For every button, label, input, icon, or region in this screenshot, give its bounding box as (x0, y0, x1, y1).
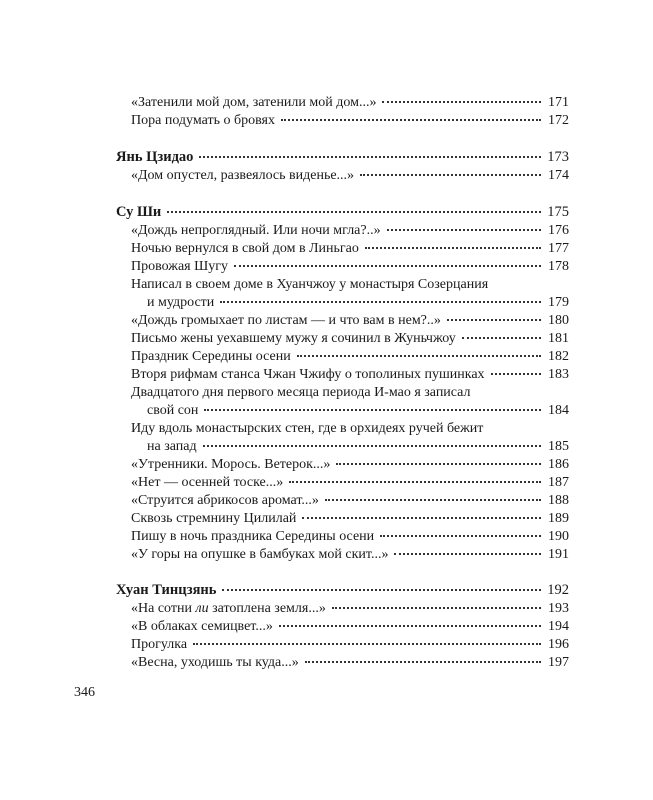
toc-author-name: Янь Цзидао (116, 149, 194, 165)
toc-entry-title: «Затенили мой дом, затенили мой дом...» (131, 95, 377, 110)
toc-entry (131, 94, 569, 111)
dot-leader (305, 661, 541, 663)
dot-leader (289, 481, 541, 483)
toc-entry-page: 180 (548, 313, 569, 328)
toc-entry-title: «Дождь громыхает по листам — и что вам в нем?..» (131, 313, 441, 328)
toc-entry-page: 188 (548, 493, 569, 508)
dot-leader (193, 643, 541, 645)
toc-entry-page: 196 (548, 637, 569, 652)
toc-entry (147, 402, 569, 419)
toc-entry (131, 636, 569, 653)
toc-entry-page: 183 (548, 367, 569, 382)
toc-entry-title: Провожая Шугу (131, 259, 228, 274)
toc-entry (131, 167, 569, 184)
toc-entry-title: Письмо жены уехавшему мужу я сочинил в Жуньчжоу (131, 331, 456, 346)
toc-entry-page: 181 (548, 331, 569, 346)
toc-entry (131, 654, 569, 671)
toc-entry-title: и мудрости (147, 295, 215, 310)
toc-author-page: 175 (547, 204, 569, 220)
toc-author-name: Хуан Тинцзянь (116, 582, 217, 598)
toc-entry (131, 330, 569, 347)
toc-entry-title: Прогулка (131, 637, 188, 652)
dot-leader (279, 625, 541, 627)
dot-leader (199, 156, 541, 158)
dot-leader (382, 101, 541, 103)
toc-entry-title: Пора подумать о бровях (131, 113, 275, 128)
dot-leader (462, 337, 541, 339)
toc-entry-title: «Струится абрикосов аромат...» (131, 493, 319, 508)
toc-entry-title: «Дождь непроглядный. Или ночи мгла?..» (131, 223, 381, 238)
dot-leader (325, 499, 541, 501)
dot-leader (447, 319, 541, 321)
toc-entry (131, 546, 569, 563)
title-italic-part: ли (195, 601, 209, 616)
toc-entry-title: «У горы на опушке в бамбуках мой скит...» (131, 547, 389, 562)
dot-leader (297, 355, 541, 357)
toc-entry-title: Пишу в ночь праздника Середины осени (131, 529, 375, 544)
toc-entry-title: Сквозь стремнину Цилилай (131, 511, 297, 526)
dot-leader (394, 553, 541, 555)
toc-entry (131, 112, 569, 129)
title-part: затоплена земля...» (208, 601, 326, 616)
toc-entry (131, 240, 569, 257)
toc-author (116, 204, 569, 221)
dot-leader (203, 445, 541, 447)
toc-entry-page: 171 (548, 95, 569, 110)
toc-entry-page: 176 (548, 223, 569, 238)
dot-leader (380, 535, 541, 537)
toc-entry-title: Праздник Середины осени (131, 349, 291, 364)
toc-entry-title: свой сон (147, 403, 199, 418)
dot-leader (220, 301, 541, 303)
toc-entry-page: 172 (548, 113, 569, 128)
toc-entry-title: «Нет — осенней тоске...» (131, 475, 284, 490)
toc-entry-title: на запад (147, 439, 197, 454)
toc-entry (131, 222, 569, 239)
toc-author-page: 173 (547, 149, 569, 165)
toc-entry-line1: Написал в своем доме в Хуанчжоу у монастыря Созерцания (131, 277, 489, 292)
toc-entry-title: «В облаках семицвет...» (131, 619, 273, 634)
toc-entry-line1: Двадцатого дня первого месяца периода И-мао я записал (131, 385, 471, 400)
toc-entry-page: 197 (548, 655, 569, 670)
dot-leader (204, 409, 541, 411)
toc-author-name: Су Ши (116, 204, 162, 220)
toc-entry-line1: Иду вдоль монастырских стен, где в орхидеях ручей бежит (131, 421, 484, 436)
toc-entry (147, 438, 569, 455)
toc-entry-page: 189 (548, 511, 569, 526)
toc-entry (131, 312, 569, 329)
toc-entry-page: 191 (548, 547, 569, 562)
dot-leader (222, 589, 541, 591)
toc-entry-title: «Весна, уходишь ты куда...» (131, 655, 299, 670)
toc-entry-page: 190 (548, 529, 569, 544)
dot-leader (167, 211, 541, 213)
toc-entry-title: Ночью вернулся в свой дом в Линьгао (131, 241, 359, 256)
dot-leader (332, 607, 541, 609)
toc-entry-page: 184 (548, 403, 569, 418)
toc-entry (131, 492, 569, 509)
toc-entry-title: Вторя рифмам станса Чжан Чжифу о тополиных пушинках (131, 367, 485, 382)
toc-entry (131, 618, 569, 635)
toc-entry (131, 456, 569, 473)
dot-leader (491, 373, 541, 375)
toc-entry-title: «Дом опустел, развеялось виденье...» (131, 168, 355, 183)
toc-entry (131, 366, 569, 383)
toc-entry-page: 179 (548, 295, 569, 310)
dot-leader (336, 463, 541, 465)
dot-leader (234, 265, 541, 267)
title-part: «На сотни (131, 601, 196, 616)
toc-entry-page: 187 (548, 475, 569, 490)
toc-entry-page: 178 (548, 259, 569, 274)
toc-author (116, 149, 569, 166)
toc-entry-page: 174 (548, 168, 569, 183)
toc-entry (131, 510, 569, 527)
toc-entry-page: 182 (548, 349, 569, 364)
toc-entry-page: 185 (548, 439, 569, 454)
toc-author (116, 582, 569, 599)
dot-leader (281, 119, 541, 121)
toc-entry (131, 528, 569, 545)
toc-entry-title: «Утренники. Морось. Ветерок...» (131, 457, 331, 472)
toc-entry (131, 348, 569, 365)
page-number: 346 (74, 685, 95, 700)
dot-leader (360, 174, 541, 176)
toc-author-page: 192 (547, 582, 569, 598)
dot-leader (302, 517, 541, 519)
dot-leader (365, 247, 541, 249)
toc-entry-page: 194 (548, 619, 569, 634)
toc-entry (131, 600, 569, 617)
dot-leader (387, 229, 541, 231)
toc-entry (131, 474, 569, 491)
toc-entry-page: 193 (548, 601, 569, 616)
toc-entry-title (131, 600, 326, 617)
toc-entry-page: 177 (548, 241, 569, 256)
toc-entry (147, 294, 569, 311)
toc-entry-page: 186 (548, 457, 569, 472)
toc-entry (131, 258, 569, 275)
